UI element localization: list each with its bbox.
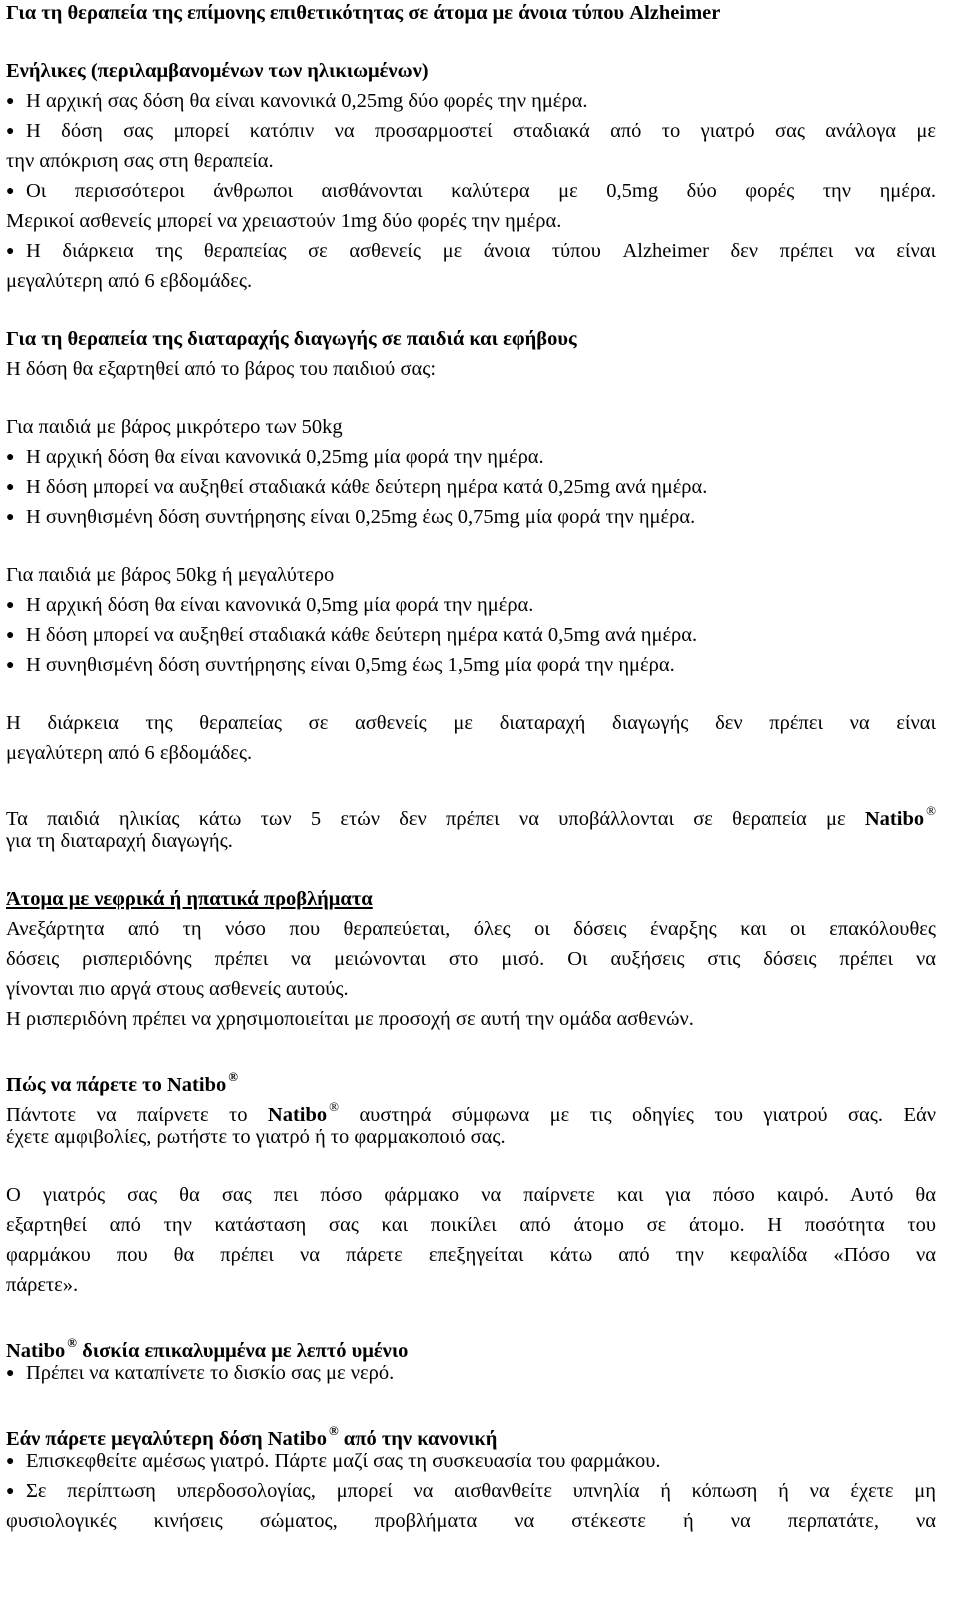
bullet-icon: ● [6, 1484, 15, 1499]
how-to-take-text: Πάντοτε να παίρνετε το [6, 1104, 248, 1126]
how-to-take-line: έχετε αμφιβολίες, ρωτήστε το γιατρό ή το φαρμακοποιό σας. [6, 1126, 506, 1148]
children-warning-line: για τη διαταραχή διαγωγής. [6, 830, 233, 852]
list-item-text: Η δόση μπορεί να αυξηθεί σταδιακά κάθε δεύτερη ημέρα κατά 0,5mg ανά ημέρα. [26, 624, 698, 646]
brand-name: Natibo [267, 1104, 328, 1126]
doctor-paragraph-line: πάρετε». [6, 1274, 79, 1296]
list-item-continuation: μεγαλύτερη από 6 εβδομάδες. [6, 270, 253, 292]
list-item [6, 1478, 936, 1505]
list-item-text: Η συνηθισμένη δόση συντήρησης είναι 0,25mg έως 0,75mg μία φορά την ημέρα. [26, 506, 696, 528]
list-item-text: Η διάρκεια της θεραπείας σε ασθενείς με άνοια τύπου Alzheimer δεν πρέπει να είναι [26, 240, 936, 262]
bullet-icon: ● [6, 628, 15, 643]
list-item-continuation: την απόκριση σας στη θεραπεία. [6, 150, 274, 172]
list-item [6, 504, 695, 531]
tablets-heading [6, 1330, 408, 1364]
list-item [6, 444, 544, 471]
brand-name: Natibo [864, 808, 925, 830]
under50-title: Για παιδιά με βάρος μικρότερο των 50kg [6, 416, 343, 438]
overdose-heading-text: Εάν πάρετε μεγαλύτερη δόση Natibo [6, 1428, 327, 1450]
list-item-text: Η αρχική σας δόση θα είναι κανονικά 0,25mg δύο φορές την ημέρα. [26, 90, 588, 112]
list-item [6, 652, 675, 679]
list-item [6, 178, 936, 205]
bullet-icon: ● [6, 1454, 15, 1469]
bullet-icon: ● [6, 480, 15, 495]
bullet-icon: ● [6, 510, 15, 525]
bullet-icon: ● [6, 244, 15, 259]
bullet-icon: ● [6, 184, 15, 199]
conduct-intro: Η δόση θα εξαρτηθεί από το βάρος του παιδιού σας: [6, 358, 437, 380]
conduct-heading: Για τη θεραπεία της διαταραχής διαγωγής σε παιδιά και εφήβους [6, 328, 577, 350]
tablets-heading-text: δισκία επικαλυμμένα με λεπτό υμένιο [82, 1340, 409, 1362]
bullet-icon: ● [6, 1366, 15, 1381]
brand-name: Natibo [6, 1340, 66, 1362]
bullet-icon: ● [6, 94, 15, 109]
duration-paragraph-line: Η διάρκεια της θεραπείας σε ασθενείς με διαταραχή διαγωγής δεν πρέπει να είναι [6, 712, 936, 734]
list-item [6, 474, 707, 501]
duration-paragraph-line: μεγαλύτερη από 6 εβδομάδες. [6, 742, 253, 764]
bullet-icon: ● [6, 598, 15, 613]
registered-mark: ® [228, 1069, 238, 1084]
registered-mark: ® [67, 1335, 77, 1350]
how-to-take-heading-text: Πώς να πάρετε το Natibo [6, 1074, 227, 1096]
registered-mark: ® [926, 803, 936, 818]
alzheimer-heading: Για τη θεραπεία της επίμονης επιθετικότητας σε άτομα με άνοια τύπου Alzheimer [6, 2, 721, 24]
list-item-text: Η δόση μπορεί να αυξηθεί σταδιακά κάθε δεύτερη ημέρα κατά 0,25mg ανά ημέρα. [26, 476, 708, 498]
children-warning-text: Τα παιδιά ηλικίας κάτω των 5 ετών δεν πρέπει να υποβάλλονται σε θεραπεία με [6, 808, 846, 830]
kidney-paragraph-line: γίνονται πιο αργά στους ασθενείς αυτούς. [6, 978, 349, 1000]
list-item-text: Η αρχική δόση θα είναι κανονικά 0,5mg μία φορά την ημέρα. [26, 594, 534, 616]
children-warning-line [6, 798, 936, 832]
list-item-continuation: Μερικοί ασθενείς μπορεί να χρειαστούν 1mg δύο φορές την ημέρα. [6, 210, 562, 232]
overdose-heading [6, 1418, 497, 1452]
bullet-icon: ● [6, 450, 15, 465]
list-item-text: Η δόση σας μπορεί κατόπιν να προσαρμοστεί σταδιακά από το γιατρό σας ανάλογα με [26, 120, 936, 142]
list-item [6, 592, 533, 619]
list-item [6, 1448, 660, 1475]
list-item [6, 238, 936, 265]
bullet-icon: ● [6, 124, 15, 139]
overdose-heading-text: από την κανονική [343, 1428, 498, 1450]
adults-subheading: Ενήλικες (περιλαμβανομένων των ηλικιωμένων) [6, 60, 429, 82]
how-to-take-text: αυστηρά σύμφωνα με τις οδηγίες του γιατρού σας. Εάν [359, 1104, 936, 1126]
kidney-paragraph-line: Ανεξάρτητα από τη νόσο που θεραπεύεται, όλες οι δόσεις έναρξης και οι επακόλουθες [6, 918, 936, 940]
list-item-text: Η συνηθισμένη δόση συντήρησης είναι 0,5mg έως 1,5mg μία φορά την ημέρα. [26, 654, 675, 676]
list-item [6, 118, 936, 145]
registered-mark: ® [329, 1099, 340, 1114]
list-item [6, 622, 697, 649]
list-item-text: Επισκεφθείτε αμέσως γιατρό. Πάρτε μαζί σας τη συσκευασία του φαρμάκου. [26, 1450, 661, 1472]
kidney-paragraph-line: Η ρισπεριδόνη πρέπει να χρησιμοποιείται με προσοχή σε αυτή την ομάδα ασθενών. [6, 1008, 694, 1030]
list-item-continuation: φυσιολογικές κινήσεις σώματος, προβλήματα να στέκεστε ή να περπατάτε, να [6, 1510, 936, 1532]
over50-title: Για παιδιά με βάρος 50kg ή μεγαλύτερο [6, 564, 335, 586]
list-item-text: Οι περισσότεροι άνθρωποι αισθάνονται καλύτερα με 0,5mg δύο φορές την ημέρα. [26, 180, 936, 202]
list-item [6, 1360, 394, 1387]
list-item-text: Η αρχική δόση θα είναι κανονικά 0,25mg μία φορά την ημέρα. [26, 446, 544, 468]
registered-mark: ® [328, 1423, 339, 1438]
doctor-paragraph-line: φαρμάκου που θα πρέπει να πάρετε επεξηγείται κάτω από την κεφαλίδα «Πόσο να [6, 1244, 936, 1266]
how-to-take-line [6, 1094, 936, 1128]
bullet-icon: ● [6, 658, 15, 673]
kidney-paragraph-line: δόσεις ρισπεριδόνης πρέπει να μειώνονται στο μισό. Οι αυξήσεις στις δόσεις πρέπει να [6, 948, 936, 970]
doctor-paragraph-line: εξαρτηθεί από την κατάσταση σας και ποικίλει από άτομο σε άτομο. Η ποσότητα του [6, 1214, 936, 1236]
list-item [6, 88, 588, 115]
how-to-take-heading [6, 1064, 238, 1098]
doctor-paragraph-line: Ο γιατρός σας θα σας πει πόσο φάρμακο να παίρνετε και για πόσο καιρό. Αυτό θα [6, 1184, 936, 1206]
kidney-liver-heading: Άτομα με νεφρικά ή ηπατικά προβλήματα [6, 888, 373, 910]
list-item-text: Σε περίπτωση υπερδοσολογίας, μπορεί να αισθανθείτε υπνηλία ή κόπωση ή να έχετε μη [26, 1480, 936, 1502]
list-item-text: Πρέπει να καταπίνετε το δισκίο σας με νερό. [26, 1362, 395, 1384]
